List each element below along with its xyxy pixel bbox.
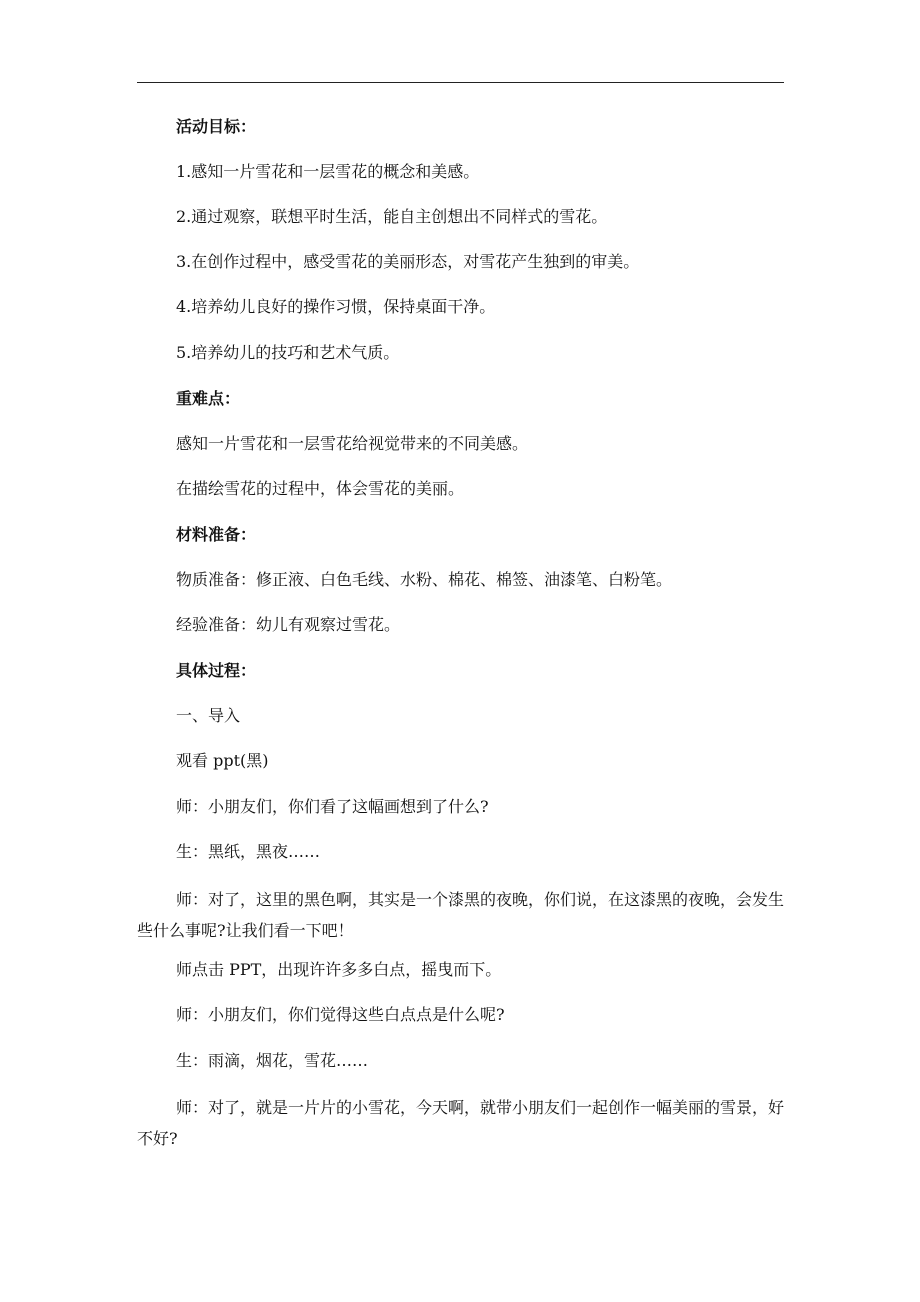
- process-item-4: 生：黑纸，黑夜……: [176, 842, 321, 861]
- goal-item-2: 2.通过观察，联想平时生活，能自主创想出不同样式的雪花。: [176, 207, 608, 226]
- materials-item-2: 经验准备：幼儿有观察过雪花。: [176, 615, 401, 634]
- goal-item-1: 1.感知一片雪花和一层雪花的概念和美感。: [176, 162, 480, 181]
- process-heading: 具体过程：: [176, 661, 257, 680]
- materials-item-1: 物质准备：修正液、白色毛线、水粉、棉花、棉签、油漆笔、白粉笔。: [176, 570, 673, 589]
- goal-item-4: 4.培养幼儿良好的操作习惯，保持桌面干净。: [176, 297, 496, 316]
- goals-heading: 活动目标：: [176, 117, 257, 136]
- materials-heading: 材料准备：: [176, 525, 257, 544]
- process-item-7: 师：小朋友们，你们觉得这些白点点是什么呢?: [176, 1005, 505, 1024]
- process-item-9: 师：对了，就是一片片的小雪花，今天啊，就带小朋友们一起创作一幅美丽的雪景，好不好?: [137, 1098, 785, 1148]
- key-points-heading: 重难点：: [176, 389, 241, 408]
- key-point-item-2: 在描绘雪花的过程中，体会雪花的美丽。: [176, 479, 465, 498]
- process-item-2: 观看 ppt(黑): [176, 751, 269, 770]
- process-item-1: 一、导入: [176, 706, 241, 725]
- goal-item-3: 3.在创作过程中，感受雪花的美丽形态，对雪花产生独到的审美。: [176, 252, 640, 271]
- process-item-5: 师：对了，这里的黑色啊，其实是一个漆黑的夜晚，你们说，在这漆黑的夜晚，会发生些什么事呢?让我们看一下吧！: [137, 890, 785, 940]
- key-point-item-1: 感知一片雪花和一层雪花给视觉带来的不同美感。: [176, 434, 529, 453]
- process-item-3: 师：小朋友们，你们看了这幅画想到了什么?: [176, 797, 489, 816]
- process-item-6: 师点击 PPT，出现许许多多白点，摇曳而下。: [176, 960, 502, 979]
- goal-item-5: 5.培养幼儿的技巧和艺术气质。: [176, 343, 400, 362]
- process-item-8: 生：雨滴，烟花，雪花……: [176, 1051, 369, 1070]
